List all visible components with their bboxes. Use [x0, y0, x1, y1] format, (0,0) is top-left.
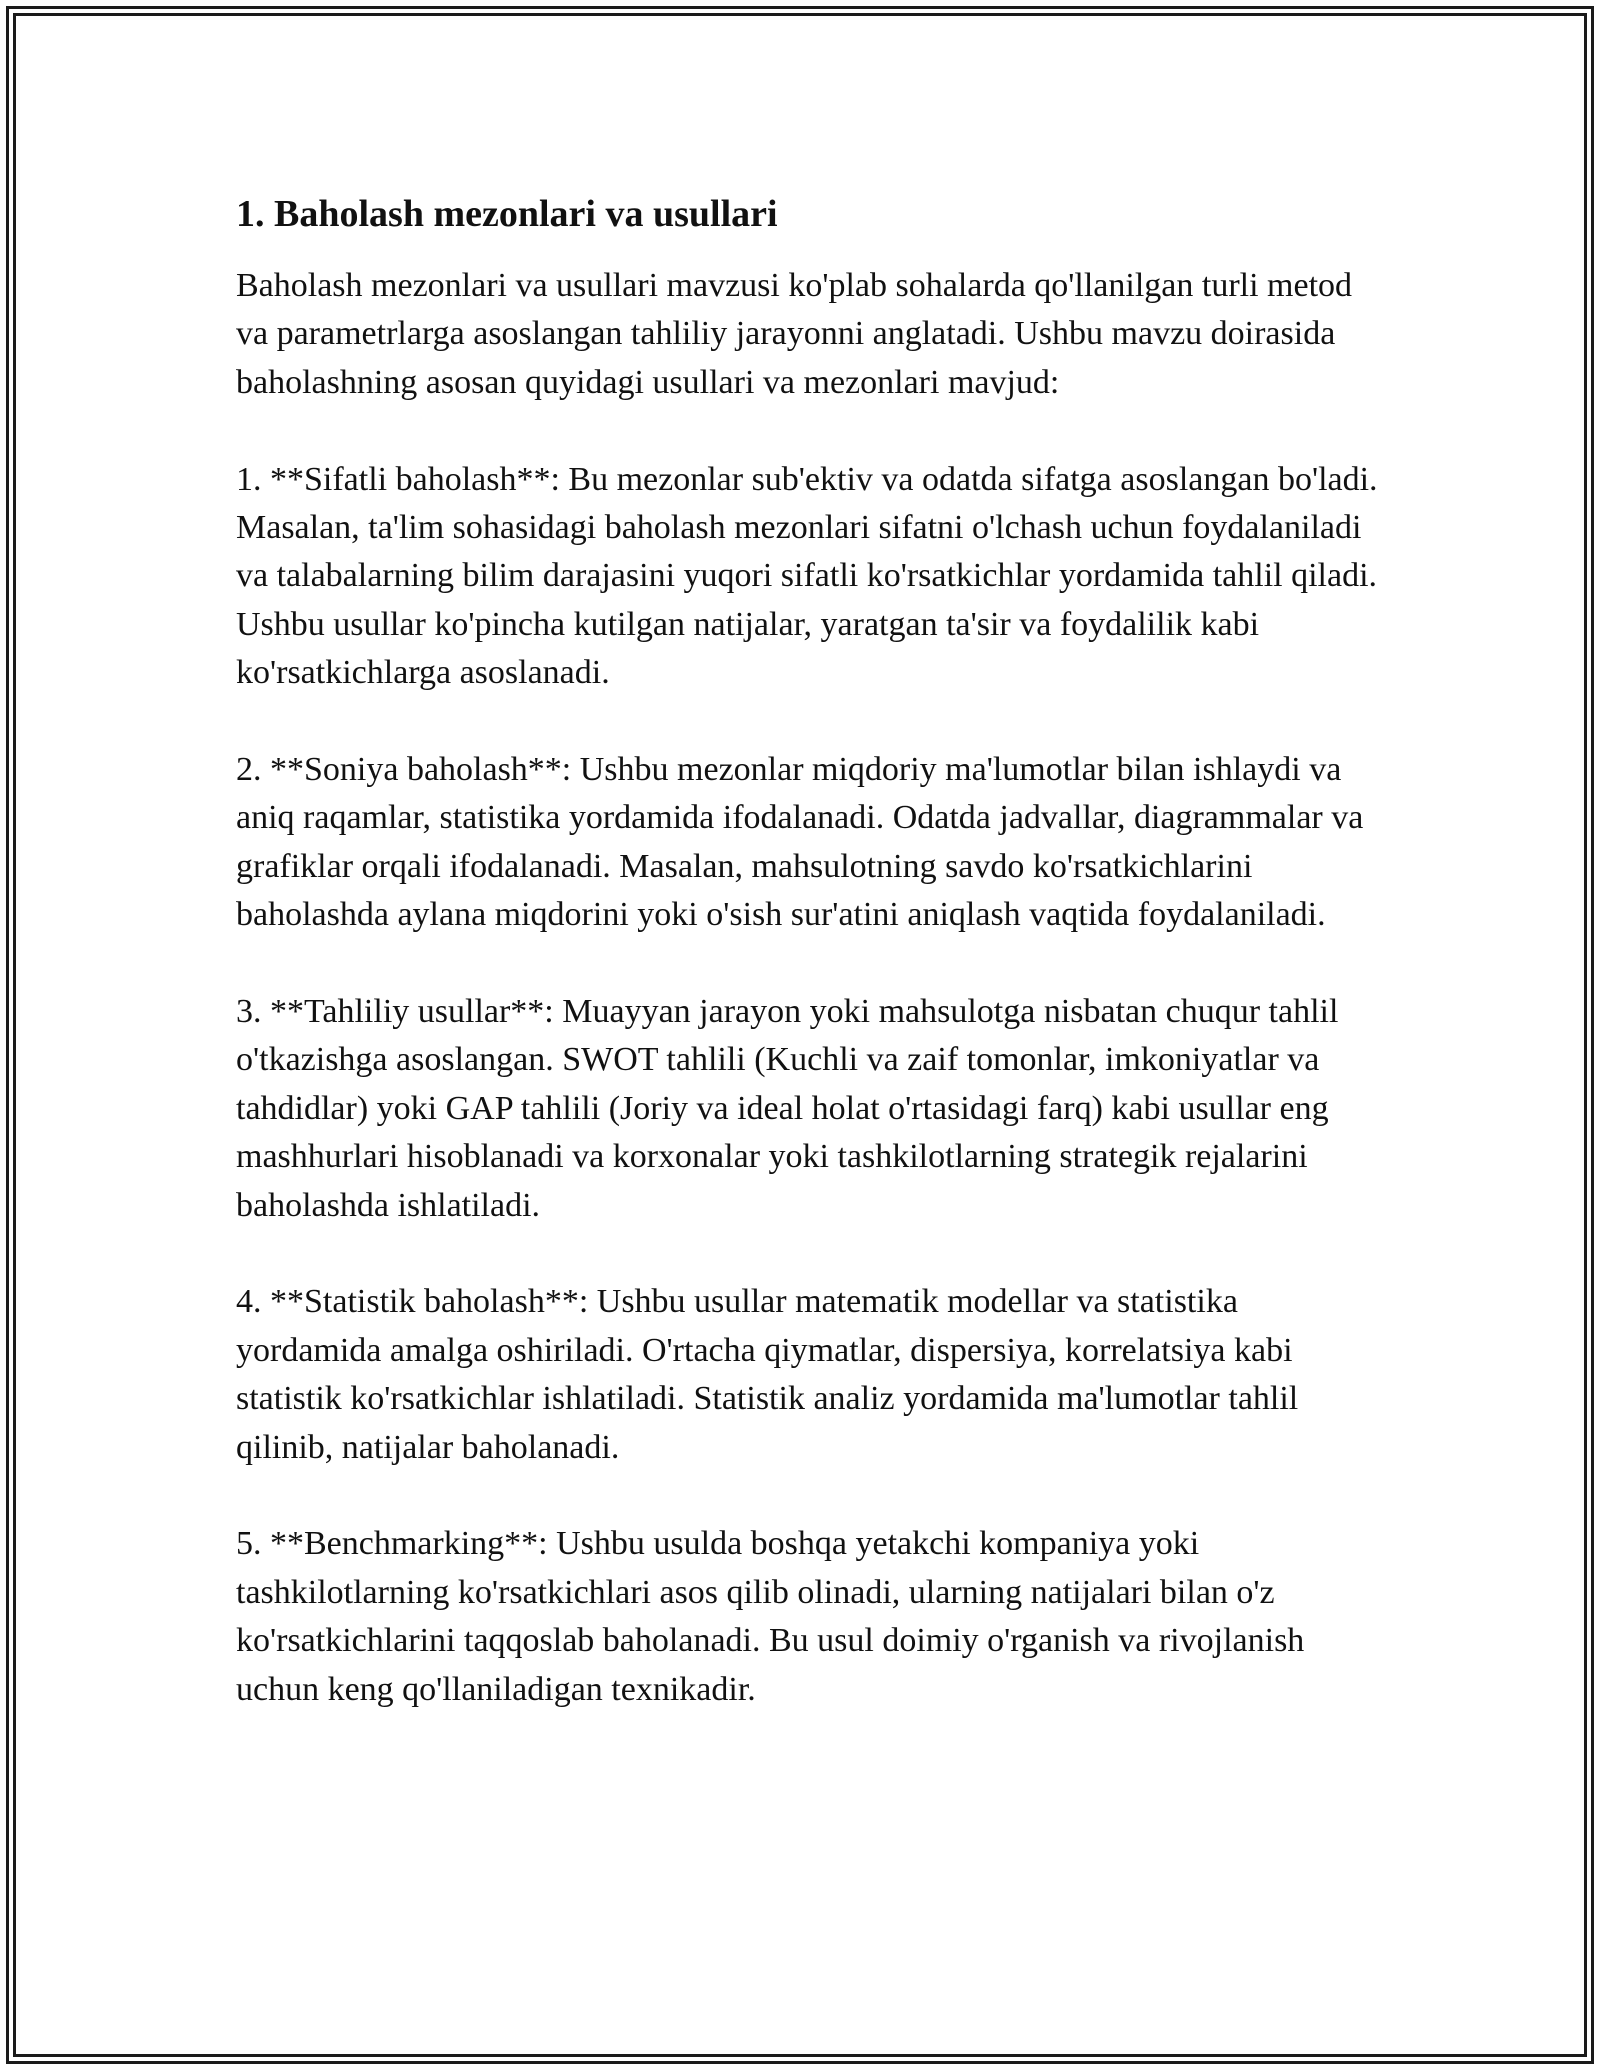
list-item-statistical: 4. **Statistik baholash**: Ushbu usullar matematik modellar va statistika yordamida amalga oshiriladi. O'rtacha qiymatlar, dispersiya, korrelatsiya kabi statistik ko'rsatkichlar ishlatiladi. Statistik analiz yordamida ma'lumotlar tahlil qilinib, natijalar baholanadi. [236, 1283, 1299, 1466]
document-body [236, 186, 1386, 1763]
list-item-benchmarking: 5. **Benchmarking**: Ushbu usulda boshqa yetakchi kompaniya yoki tashkilotlarning ko'rsatkichlari asos qilib olinadi, ularning natijalari bilan o'z ko'rsatkichlarini taqqoslab baholanadi. Bu usul doimiy o'rganish va rivojlanish uchun keng qo'llaniladigan texnikadir. [236, 1525, 1305, 1708]
list-item-quantitative: 2. **Soniya baholash**: Ushbu mezonlar miqdoriy ma'lumotlar bilan ishlaydi va aniq raqamlar, statistika yordamida ifodalanadi. Odatda jadvallar, diagrammalar va grafiklar orqali ifodalanadi. Masalan, mahsulotning savdo ko'rsatkichlarini baholashda aylana miqdorini yoki o'sish sur'atini aniqlash vaqtida foydalaniladi. [236, 751, 1364, 934]
list-item-qualitative: 1. **Sifatli baholash**: Bu mezonlar sub'ektiv va odatda sifatga asoslangan bo'ladi. Masalan, ta'lim sohasidagi baholash mezonlari sifatni o'lchash uchun foydalaniladi va talabalarning bilim darajasini yuqori sifatli ko'rsatkichlar yordamida tahlil qiladi. Ushbu usullar ko'pincha kutilgan natijalar, yaratgan ta'sir va foydalilik kabi ko'rsatkichlarga asoslanadi. [236, 460, 1378, 692]
intro-paragraph: Baholash mezonlari va usullari mavzusi ko'plab sohalarda qo'llanilgan turli metod va parametrlarga asoslangan tahliliy jarayonni anglatadi. Ushbu mavzu doirasida baholashning asosan quyidagi usullari va mezonlari mavjud: [236, 267, 1353, 401]
list-item-analytical: 3. **Tahliliy usullar**: Muayyan jarayon yoki mahsulotga nisbatan chuqur tahlil o'tkazishga asoslangan. SWOT tahlili (Kuchli va zaif tomonlar, imkoniyatlar va tahdidlar) yoki GAP tahlili (Joriy va ideal holat o'rtasidagi farq) kabi usullar eng mashhurlari hisoblanadi va korxonalar yoki tashkilotlarning strategik rejalarini baholashda ishlatiladi. [236, 993, 1339, 1224]
section-heading: 1. Baholash mezonlari va usullari [236, 193, 778, 235]
